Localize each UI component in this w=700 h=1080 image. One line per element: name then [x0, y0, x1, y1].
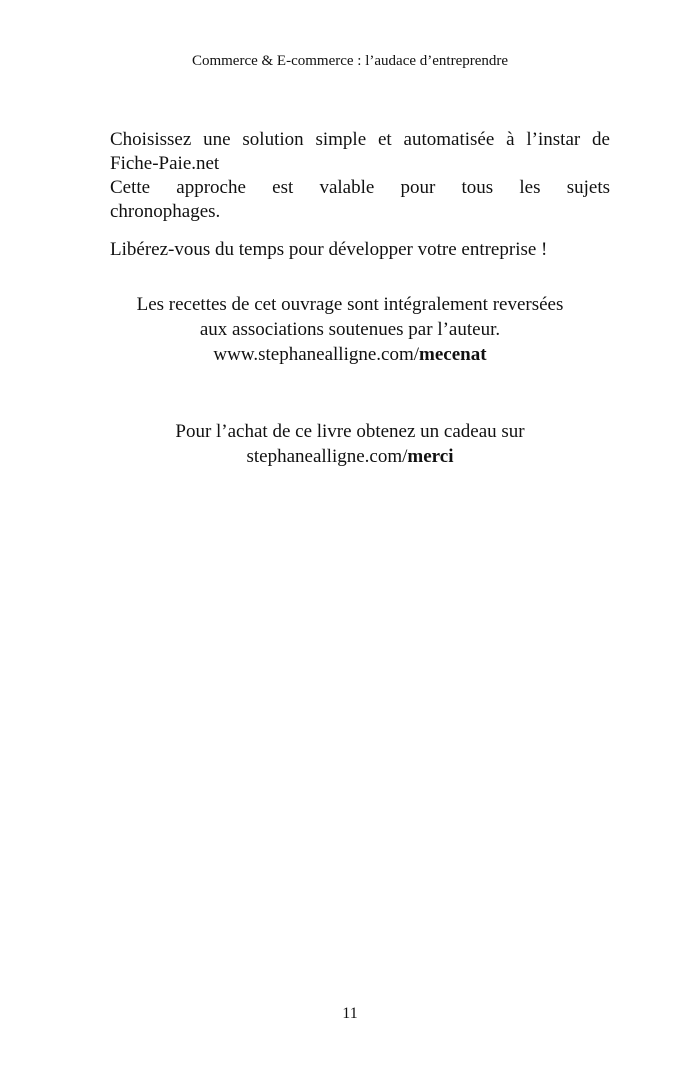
paragraph-line: Fiche-Paie.net [110, 153, 220, 174]
mecenat-notice [80, 292, 620, 367]
mecenat-line-1: Les recettes de cet ouvrage sont intégralement reversées [136, 294, 564, 315]
gift-notice [80, 419, 620, 469]
paragraph-line: Libérez-vous du temps pour développer votre entreprise ! [110, 239, 548, 260]
page-number: 11 [342, 1005, 358, 1022]
mecenat-line-2: aux associations soutenues par l’auteur. [199, 319, 501, 340]
freetime-paragraph [110, 238, 610, 262]
paragraph-line: Choisissez une solution simple et automatisée à l’instar de [110, 129, 610, 150]
intro-paragraphs [110, 128, 610, 224]
mecenat-url[interactable] [80, 342, 620, 367]
gift-url-bold: merci [407, 446, 454, 467]
paragraph-line: Cette approche est valable pour tous les sujets [110, 177, 610, 198]
gift-url-prefix: stephanealligne.com/ [246, 446, 408, 467]
paragraph-line: chronophages. [110, 201, 221, 222]
running-header: Commerce & E-commerce : l’audace d’entreprendre [191, 53, 509, 69]
mecenat-url-prefix: www.stephanealligne.com/ [213, 344, 420, 365]
gift-url[interactable] [80, 444, 620, 469]
gift-line-1: Pour l’achat de ce livre obtenez un cadeau sur [175, 421, 525, 442]
mecenat-url-bold: mecenat [419, 344, 487, 365]
